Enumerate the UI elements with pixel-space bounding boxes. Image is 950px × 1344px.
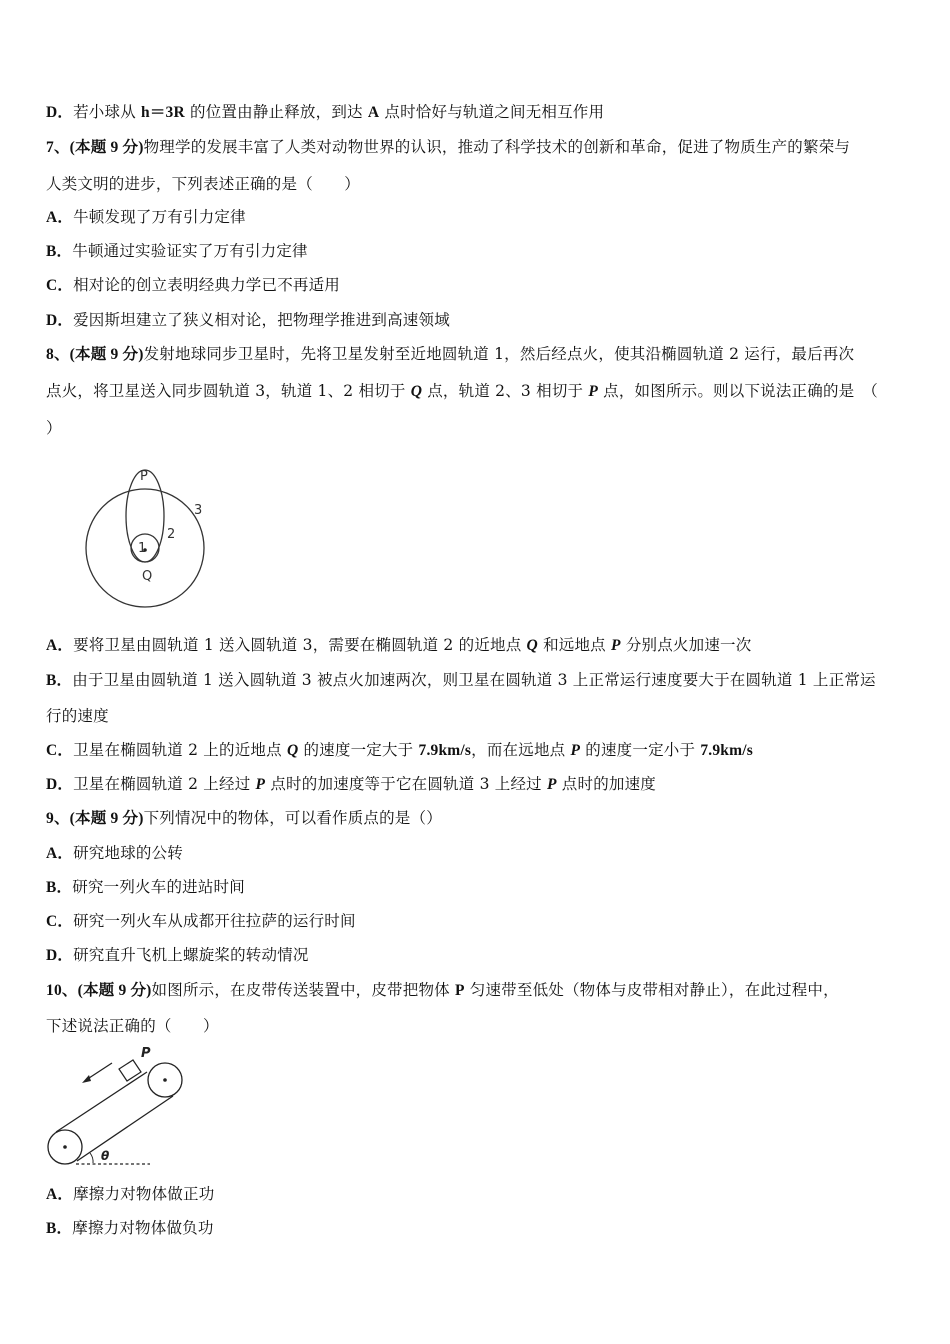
q8-option-d: D．卫星在椭圆轨道 2 上经过 P 点时的加速度等于它在圆轨道 3 上经过 P 点时的加速度 xyxy=(46,775,656,793)
q10-stem-line1: 10、(本题 9 分)如图所示，在皮带传送装置中，皮带把物体 P 匀速带至低处（物体与皮带相对静止），在此过程中， xyxy=(46,981,839,999)
q9-option-b: B．研究一列火车的进站时间 xyxy=(46,878,245,896)
q7-stem-line1: 7、(本题 9 分)物理学的发展丰富了人类对动物世界的认识，推动了科学技术的创新和革命，促进了物质生产的繁荣与 xyxy=(46,138,851,156)
prev-question-option-d: D．若小球从 h＝3R 的位置由静止释放，到达 A 点时恰好与轨道之间无相互作用 xyxy=(46,103,605,121)
q7-option-a: A．牛顿发现了万有引力定律 xyxy=(46,208,246,226)
conveyor-belt-svg xyxy=(40,1040,200,1170)
conveyor-belt-diagram xyxy=(40,1040,200,1170)
label-q: Q xyxy=(142,569,153,584)
q10-option-b: B．摩擦力对物体做负功 xyxy=(46,1219,214,1237)
q8-option-b-line2: 行的速度 xyxy=(46,707,109,725)
q8-option-b-line1: B．由于卫星由圆轨道 1 送入圆轨道 3 被点火加速两次，则卫星在圆轨道 3 上正常运行速度要大于在圆轨道 1 上正常运 xyxy=(46,671,876,689)
q10-stem-line2: 下述说法正确的（ ） xyxy=(46,1017,219,1035)
label-theta: θ xyxy=(101,1149,110,1163)
q9-option-d: D．研究直升飞机上螺旋桨的转动情况 xyxy=(46,946,309,964)
label-p: P xyxy=(140,469,148,484)
angle-arc xyxy=(90,1153,93,1163)
q9-stem: 9、(本题 9 分)下列情况中的物体，可以看作质点的是（） xyxy=(46,809,442,827)
q7-option-d: D．爱因斯坦建立了狭义相对论，把物理学推进到高速领域 xyxy=(46,311,450,329)
label-1: 1 xyxy=(138,541,147,556)
q8-stem-line2: 点火，将卫星送入同步圆轨道 3，轨道 1、2 相切于 Q 点，轨道 2、3 相切于 P 点，如图所示。则以下说法正确的是 （ xyxy=(46,382,878,400)
q8-stem-line1: 8、(本题 9 分)发射地球同步卫星时，先将卫星发射至近地圆轨道 1，然后经点火，使其沿椭圆轨道 2 运行，最后再次 xyxy=(46,345,855,363)
label-p: P xyxy=(141,1046,151,1061)
q9-option-c: C．研究一列火车从成都开往拉萨的运行时间 xyxy=(46,912,356,930)
q7-stem-line2: 人类文明的进步，下列表述正确的是（ ） xyxy=(46,175,361,193)
label-3: 3 xyxy=(194,503,203,518)
q9-option-a: A．研究地球的公转 xyxy=(46,844,183,862)
option-label: D． xyxy=(46,104,74,121)
label-2: 2 xyxy=(167,527,176,542)
question-number: 7、 xyxy=(46,139,70,156)
q8-option-c: C．卫星在椭圆轨道 2 上的近地点 Q 的速度一定大于 7.9km/s，而在远地点 P 的速度一定小于 7.9km/s xyxy=(46,741,753,759)
q8-option-a: A．要将卫星由圆轨道 1 送入圆轨道 3，需要在椭圆轨道 2 的近地点 Q 和远地点 P 分别点火加速一次 xyxy=(46,636,752,654)
belt-bottom xyxy=(77,1096,173,1161)
q10-option-a: A．摩擦力对物体做正功 xyxy=(46,1185,215,1203)
q7-option-c: C．相对论的创立表明经典力学已不再适用 xyxy=(46,276,340,294)
question-score: (本题 9 分) xyxy=(69,139,144,156)
q8-stem-line3: ） xyxy=(46,419,62,437)
q7-option-b: B．牛顿通过实验证实了万有引力定律 xyxy=(46,242,308,260)
motion-arrow-icon xyxy=(86,1063,112,1080)
orbit-diagram-svg xyxy=(70,455,220,615)
orbit-diagram xyxy=(70,455,220,615)
